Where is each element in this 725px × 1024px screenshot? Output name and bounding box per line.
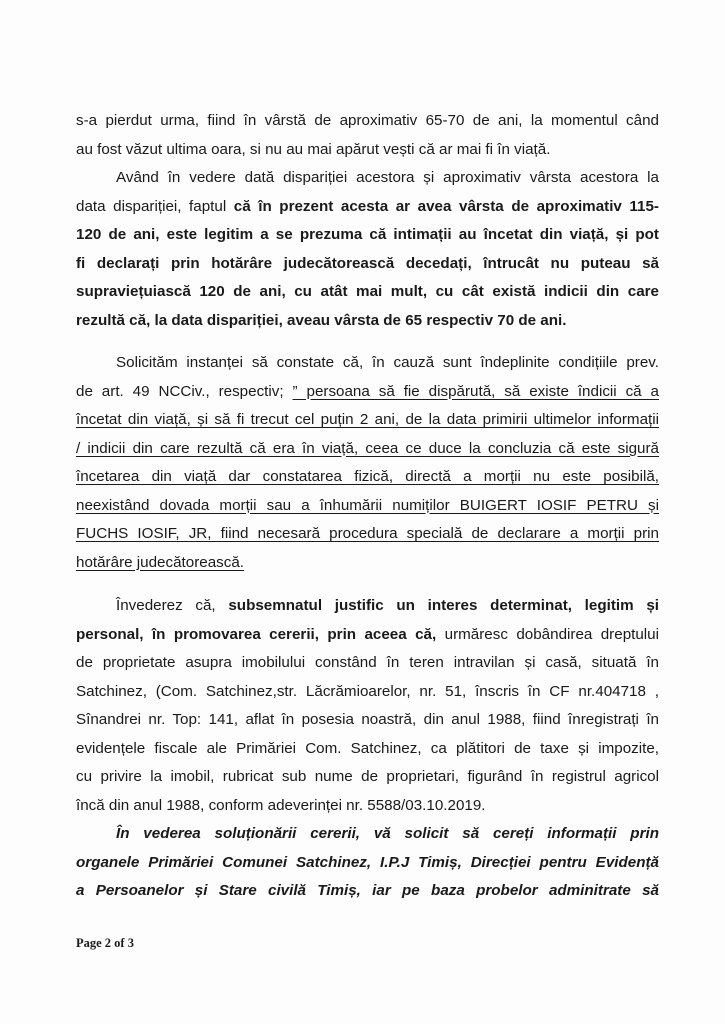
text-segment: data dispariției, faptul xyxy=(76,197,234,215)
text-line: de proprietate asupra imobilului constând în teren intravilan și casă, situată în xyxy=(76,654,659,671)
underlined-text-line: hotărâre judecătorească. xyxy=(76,553,245,571)
bold-text-segment: subsemnatul justific un interes determinat, legitim și xyxy=(228,597,659,614)
paragraph-request xyxy=(76,820,659,906)
bold-text-line: supraviețuiască 120 de ani, cu atât mai mult, cu cât există indicii din care xyxy=(76,283,659,300)
paragraph-interest xyxy=(76,592,659,820)
text-line xyxy=(76,592,659,621)
text-line: Sînandrei nr. Top: 141, aflat în posesia noastră, din anul 1988, fiind înregistrați în xyxy=(76,711,659,728)
bold-text-segment: că în prezent acesta ar avea vârsta de aproximativ 115- xyxy=(233,197,659,215)
underlined-text-line: încetarea din viață dar constatarea fizică, directă a morții nu este posibilă, xyxy=(76,468,659,485)
text-line: cu privire la imobil, rubricat sub nume de proprietari, figurând în registrul agricol xyxy=(76,768,659,785)
paragraph-continuation xyxy=(76,107,659,164)
text-segment: Învederez că, xyxy=(116,597,229,614)
underlined-text-line: încetat din viață, și să fi trecut cel puțin 2 ani, de la data primirii ultimelor informații xyxy=(76,411,659,428)
text-segment: urmăresc dobândirea dreptului xyxy=(436,625,659,643)
text-line: Satchinez, (Com. Satchinez,str. Lăcrămioarelor, nr. 51, înscris în CF nr.404718 , xyxy=(76,682,659,700)
text-line: Având în vedere dată dispariției acestora și aproximativ vârsta acestora la xyxy=(116,169,659,186)
underlined-text-segment: ” persoana să fie dispărută, să existe îndicii că a xyxy=(292,382,659,400)
bold-italic-text-line: a Persoanelor și Stare civilă Timiș, iar pe baza probelor adminitrate să xyxy=(76,882,659,899)
paragraph-legal-conditions xyxy=(76,349,659,577)
paragraph-age-argument xyxy=(76,164,659,335)
bold-italic-text-line: organele Primăriei Comunei Satchinez, I.P.J Timiș, Direcției pentru Evidență xyxy=(76,853,659,871)
text-line xyxy=(76,193,659,222)
text-line: încă din anul 1988, conform adeverinței nr. 5588/03.10.2019. xyxy=(76,796,486,814)
text-line: Solicităm instanței să constate că, în cauză sunt îndeplinite condițiile prev. xyxy=(116,354,659,371)
text-line: s-a pierdut urma, fiind în vârstă de aproximativ 65-70 de ani, la momentul când xyxy=(76,112,659,129)
underlined-text-line: / indicii din care rezultă că era în viață, ceea ce duce la concluzia că este sigură xyxy=(76,439,659,457)
bold-text-line: rezultă că, la data dispariției, aveau vârsta de 65 respectiv 70 de ani. xyxy=(76,311,567,329)
underlined-text-line: neexistând dovada morții sau a înhumării numiților BUIGERT IOSIF PETRU și xyxy=(76,496,659,514)
text-segment: de art. 49 NCCiv., respectiv; xyxy=(76,382,293,400)
text-line: au fost văzut ultima oara, si nu au mai apărut vești că ar mai fi în viață. xyxy=(76,140,551,158)
bold-italic-text-line: În vederea soluționării cererii, vă solicit să cereți informații prin xyxy=(116,825,659,842)
bold-text-line: fi declarați prin hotărâre judecătorească decedați, întrucât nu puteau să xyxy=(76,254,659,272)
underlined-text-line: FUCHS IOSIF, JR, fiind necesară procedura specială de declarare a morții prin xyxy=(76,525,659,542)
bold-text-segment: personal, în promovarea cererii, prin aceea că, xyxy=(76,625,437,643)
page-number: Page 2 of 3 xyxy=(76,936,134,950)
text-line xyxy=(76,621,659,650)
text-line: evidențele fiscale ale Primăriei Com. Satchinez, ca plătitori de taxe și impozite, xyxy=(76,739,659,757)
bold-text-line: 120 de ani, este legitim a se prezuma că intimații au încetat din viață, și pot xyxy=(76,226,659,243)
text-line xyxy=(76,378,659,407)
